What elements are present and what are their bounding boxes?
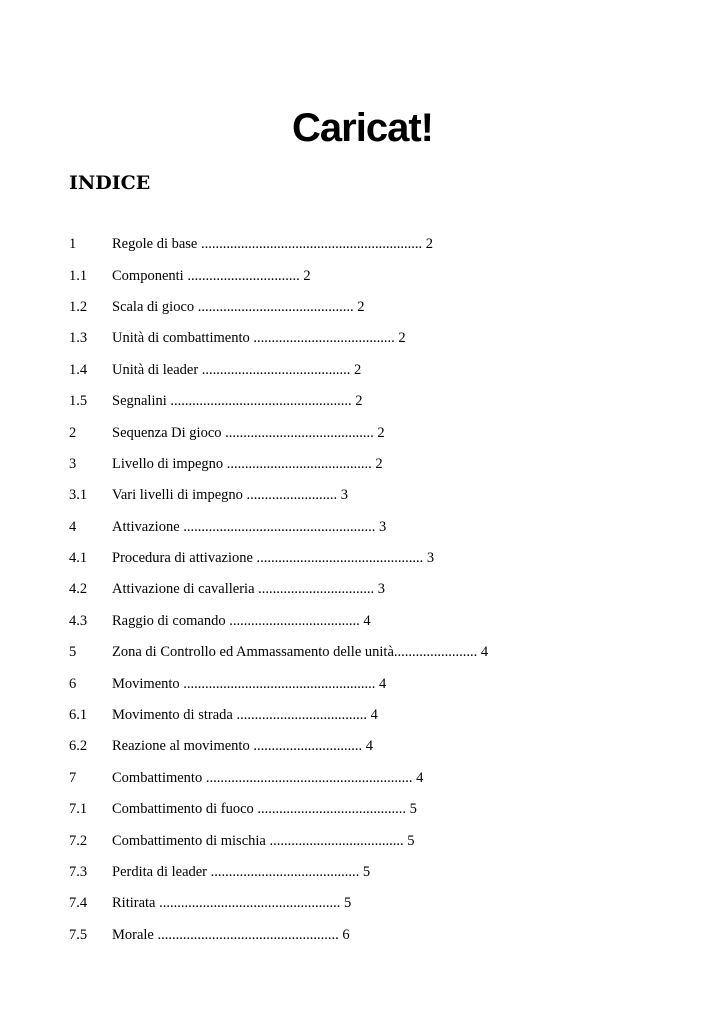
toc-entry-number: 2 (69, 424, 77, 441)
toc-entry (69, 857, 709, 888)
toc-entry-number: 4 (69, 518, 77, 535)
toc-entry-title: Sequenza Di gioco ......................................... 2 (112, 424, 385, 441)
toc-entry-title: Reazione al movimento .............................. 4 (112, 738, 373, 755)
toc-entry (69, 449, 709, 480)
toc-entry-title: Regole di base ............................................................. 2 (112, 236, 433, 253)
toc-entry-number: 1.5 (69, 393, 88, 410)
toc-entry-number: 7.4 (69, 895, 88, 912)
toc-entry-number: 3 (69, 455, 77, 472)
toc-entry-title: Attivazione ..................................................... 3 (112, 518, 387, 535)
toc-entry (69, 323, 709, 354)
toc-entry (69, 574, 709, 605)
toc-entry-title: Combattimento ......................................................... 4 (112, 769, 424, 786)
toc-entry-number: 1.3 (69, 330, 88, 347)
toc-entry (69, 292, 709, 323)
table-of-contents (69, 229, 709, 951)
toc-entry-number: 3.1 (69, 487, 88, 504)
toc-entry (69, 606, 709, 637)
toc-entry-title: Livello di impegno ........................................ 2 (112, 455, 383, 472)
toc-entry-number: 7.1 (69, 801, 88, 818)
toc-entry-title: Ritirata .................................................. 5 (112, 895, 352, 912)
toc-entry (69, 731, 709, 762)
toc-entry (69, 794, 709, 825)
toc-entry-title: Scala di gioco ........................................... 2 (112, 298, 365, 315)
toc-entry-number: 6 (69, 675, 77, 692)
toc-entry-number: 5 (69, 644, 77, 661)
toc-entry-title: Raggio di comando .................................... 4 (112, 612, 371, 629)
toc-entry-title: Vari livelli di impegno ......................... 3 (112, 487, 349, 504)
toc-entry-title: Unità di leader ......................................... 2 (112, 361, 362, 378)
toc-entry-number: 4.1 (69, 550, 88, 567)
toc-entry-number: 1 (69, 236, 77, 253)
toc-entry-title: Combattimento di fuoco ......................................... 5 (112, 801, 417, 818)
toc-entry (69, 480, 709, 511)
toc-entry-title: Unità di combattimento ....................................... 2 (112, 330, 406, 347)
toc-entry-number: 1.4 (69, 361, 88, 378)
toc-entry-number: 7.3 (69, 864, 88, 880)
toc-entry-title: Morale .................................................. 6 (112, 926, 350, 943)
toc-entry-title: Movimento ..................................................... 4 (112, 675, 387, 692)
toc-entry-title: Componenti ............................... 2 (112, 267, 311, 284)
toc-entry-number: 1.2 (69, 298, 88, 315)
toc-entry-number: 4.2 (69, 581, 88, 598)
toc-entry (69, 260, 709, 291)
toc-entry-title: Segnalini .................................................. 2 (112, 393, 363, 410)
toc-entry (69, 512, 709, 543)
toc-entry (69, 888, 709, 919)
toc-entry-number: 7.5 (69, 926, 88, 943)
toc-entry-title: Perdita di leader ......................................... 5 (112, 864, 371, 880)
toc-entry (69, 763, 709, 794)
index-heading: INDICE (69, 172, 151, 194)
toc-entry (69, 825, 709, 856)
toc-entry-number: 6.1 (69, 707, 88, 724)
toc-entry (69, 355, 709, 386)
toc-entry (69, 417, 709, 448)
toc-entry-title: Procedura di attivazione .............................................. 3 (112, 550, 435, 567)
toc-entry (69, 637, 709, 668)
toc-entry-number: 6.2 (69, 738, 88, 755)
toc-entry-title: Zona di Controllo ed Ammassamento delle unità....................... 4 (112, 644, 489, 661)
toc-entry-number: 7 (69, 769, 77, 786)
toc-entry-number: 7.2 (69, 832, 88, 849)
toc-entry (69, 920, 709, 951)
toc-entry-number: 1.1 (69, 267, 88, 284)
toc-entry (69, 229, 709, 260)
document-title: Caricat! (292, 106, 433, 150)
toc-entry (69, 386, 709, 417)
toc-entry (69, 700, 709, 731)
toc-entry-number: 4.3 (69, 612, 88, 629)
toc-entry-title: Movimento di strada .................................... 4 (112, 707, 378, 724)
toc-entry-title: Combattimento di mischia ..................................... 5 (112, 832, 415, 849)
toc-entry (69, 543, 709, 574)
toc-entry (69, 668, 709, 699)
toc-entry-title: Attivazione di cavalleria ................................ 3 (112, 581, 386, 598)
